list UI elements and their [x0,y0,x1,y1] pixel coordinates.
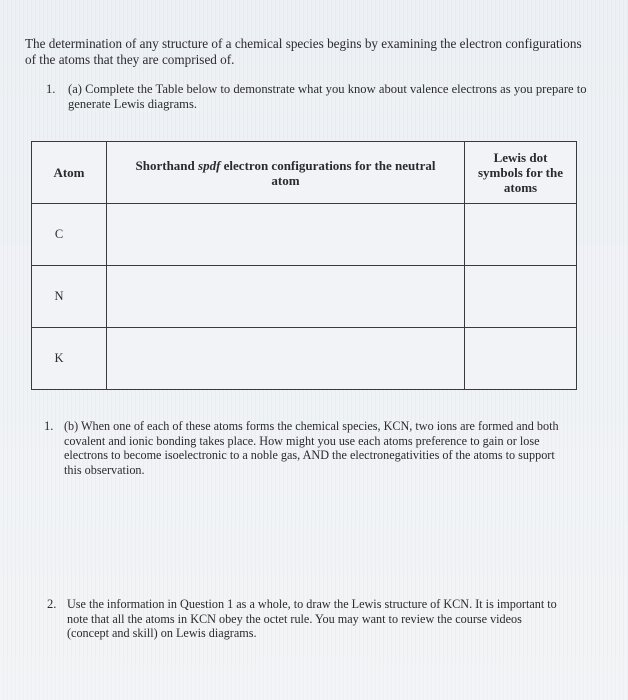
table-row [32,266,577,328]
lewis-answer-cell[interactable] [465,328,577,390]
intro-paragraph: The determination of any structure of a chemical species begins by examining the electron configurations of the atoms that they are comprised of. [25,36,582,67]
question-number: 1. [44,419,54,433]
header-lewis-dot-symbols: Lewis dot symbols for the atoms [465,142,577,204]
header-electron-configuration: Shorthand spdf electron configurations for the neutral atom [107,142,465,204]
lewis-answer-cell[interactable] [465,204,577,266]
config-answer-cell[interactable] [107,328,465,390]
lewis-answer-cell[interactable] [465,266,577,328]
valence-electron-table [31,141,577,390]
table-row [32,204,577,266]
question-text: Use the information in Question 1 as a whole, to draw the Lewis structure of KCN. It is important to note that all the atoms in KCN obey the octet rule. You may want to review the course videos (concept and skill) on Lewis diagrams. [67,597,557,640]
table-header-row [32,142,577,204]
question-text: (b) When one of each of these atoms forms the chemical species, KCN, two ions are formed and both covalent and ionic bonding takes place. How might you use each atoms preference to gain or lose electrons to become isoelectronic to a noble gas, AND the electronegativities of the atoms to support this observation. [64,419,559,477]
table-row [32,328,577,390]
config-answer-cell[interactable] [107,204,465,266]
question-number: 1. [46,82,56,96]
row-atom-label: C [32,204,107,266]
header-atom: Atom [32,142,107,204]
row-atom-label: K [32,328,107,390]
question-text: (a) Complete the Table below to demonstrate what you know about valence electrons as you prepare to generate Lewis diagrams. [68,82,587,111]
question-number: 2. [47,597,57,611]
config-answer-cell[interactable] [107,266,465,328]
row-atom-label: N [32,266,107,328]
